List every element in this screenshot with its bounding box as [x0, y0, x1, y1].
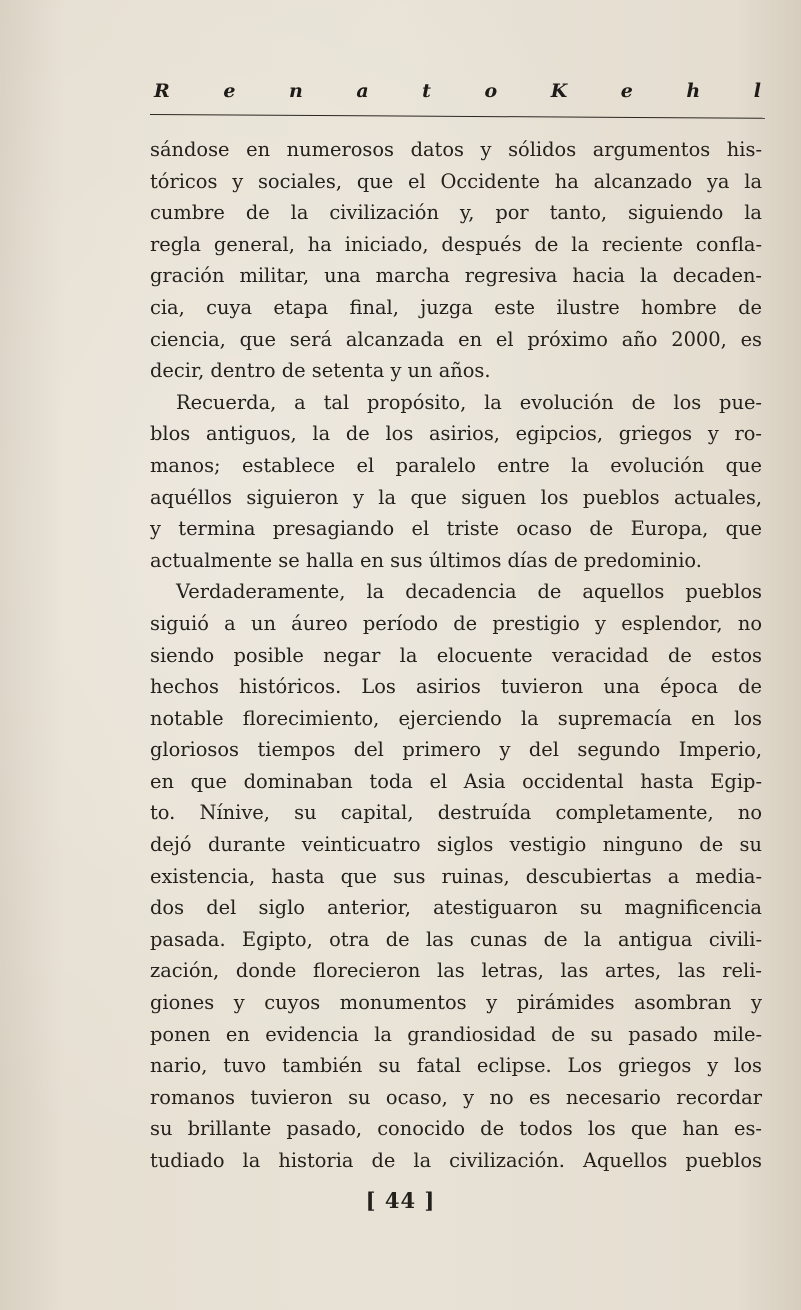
- text-line: en que dominaban toda el Asia occidental hasta Egip-: [150, 769, 762, 793]
- text-line: y termina presagiando el triste ocaso de Europa, que: [150, 517, 762, 541]
- paragraph: [150, 576, 762, 1176]
- author-letter: e: [620, 80, 633, 102]
- text-line: siguió a un áureo período de prestigio y esplendor, no: [150, 611, 762, 635]
- author-letter: h: [686, 80, 701, 102]
- text-line: regla general, ha iniciado, después de la reciente confla-: [150, 232, 762, 256]
- text-line: manos; establece el paralelo entre la evolución que: [150, 453, 762, 477]
- author-letter: n: [288, 80, 303, 102]
- text-line: su brillante pasado, conocido de todos los que han es-: [150, 1117, 762, 1141]
- text-line: Recuerda, a tal propósito, la evolución de los pue-: [176, 390, 762, 414]
- text-line: gloriosos tiempos del primero y del segundo Imperio,: [150, 738, 762, 762]
- text-line: giones y cuyos monumentos y pirámides asombran y: [150, 991, 762, 1015]
- text-line: cia, cuya etapa final, juzga este ilustre hombre de: [150, 295, 762, 319]
- author-letter: t: [422, 80, 431, 102]
- text-line: tóricos y sociales, que el Occidente ha alcanzado ya la: [150, 169, 762, 193]
- text-line: siendo posible negar la elocuente veracidad de estos: [150, 643, 762, 667]
- text-line: aquéllos siguieron y la que siguen los pueblos actuales,: [150, 485, 762, 509]
- text-line: cumbre de la civilización y, por tanto, siguiendo la: [150, 201, 762, 225]
- author-letter: K: [550, 80, 568, 102]
- text-line: zación, donde florecieron las letras, las artes, las reli-: [150, 959, 762, 983]
- text-line: Verdaderamente, la decadencia de aquellos pueblos: [176, 580, 762, 604]
- author-letter: l: [753, 80, 761, 102]
- text-line: pasada. Egipto, otra de las cunas de la antigua civili-: [150, 927, 762, 951]
- text-line: dos del siglo anterior, atestiguaron su magnificencia: [150, 896, 762, 920]
- text-line: nario, tuvo también su fatal eclipse. Los griegos y los: [150, 1054, 762, 1078]
- text-line: existencia, hasta que sus ruinas, descubiertas a media-: [150, 864, 762, 888]
- text-line: ciencia, que será alcanzada en el próximo año 2000, es: [150, 327, 762, 351]
- text-line: dejó durante veinticuatro siglos vestigio ninguno de su: [150, 833, 762, 857]
- author-letter: o: [484, 80, 498, 102]
- text-line: tudiado la historia de la civilización. Aquellos pueblos: [150, 1149, 762, 1172]
- text-line: romanos tuvieron su ocaso, y no es necesario recordar: [150, 1085, 762, 1109]
- body-text: [150, 134, 762, 1177]
- author-name: [150, 78, 765, 104]
- text-line: sándose en numerosos datos y sólidos argumentos his-: [150, 138, 762, 161]
- text-line: to. Nínive, su capital, destruída completamente, no: [150, 801, 762, 825]
- text-line: ponen en evidencia la grandiosidad de su pasado mile-: [150, 1022, 762, 1046]
- paragraph: [150, 387, 762, 577]
- header-rule: [150, 114, 765, 119]
- text-line: blos antiguos, la de los asirios, egipcios, griegos y ro-: [150, 422, 762, 446]
- author-letter: a: [356, 80, 369, 102]
- text-line: notable florecimiento, ejerciendo la supremacía en los: [150, 706, 762, 730]
- page-number: [ 44 ]: [365, 1188, 436, 1213]
- text-line: decir, dentro de setenta y un años.: [150, 359, 491, 383]
- running-head: [150, 78, 765, 118]
- text-line: hechos históricos. Los asirios tuvieron una época de: [150, 675, 762, 699]
- text-line: gración militar, una marcha regresiva hacia la decaden-: [150, 264, 762, 288]
- paragraph: [150, 134, 762, 387]
- author-letter: R: [154, 80, 170, 102]
- text-line: actualmente se halla en sus últimos días de predominio.: [150, 548, 702, 572]
- author-letter: e: [223, 80, 236, 102]
